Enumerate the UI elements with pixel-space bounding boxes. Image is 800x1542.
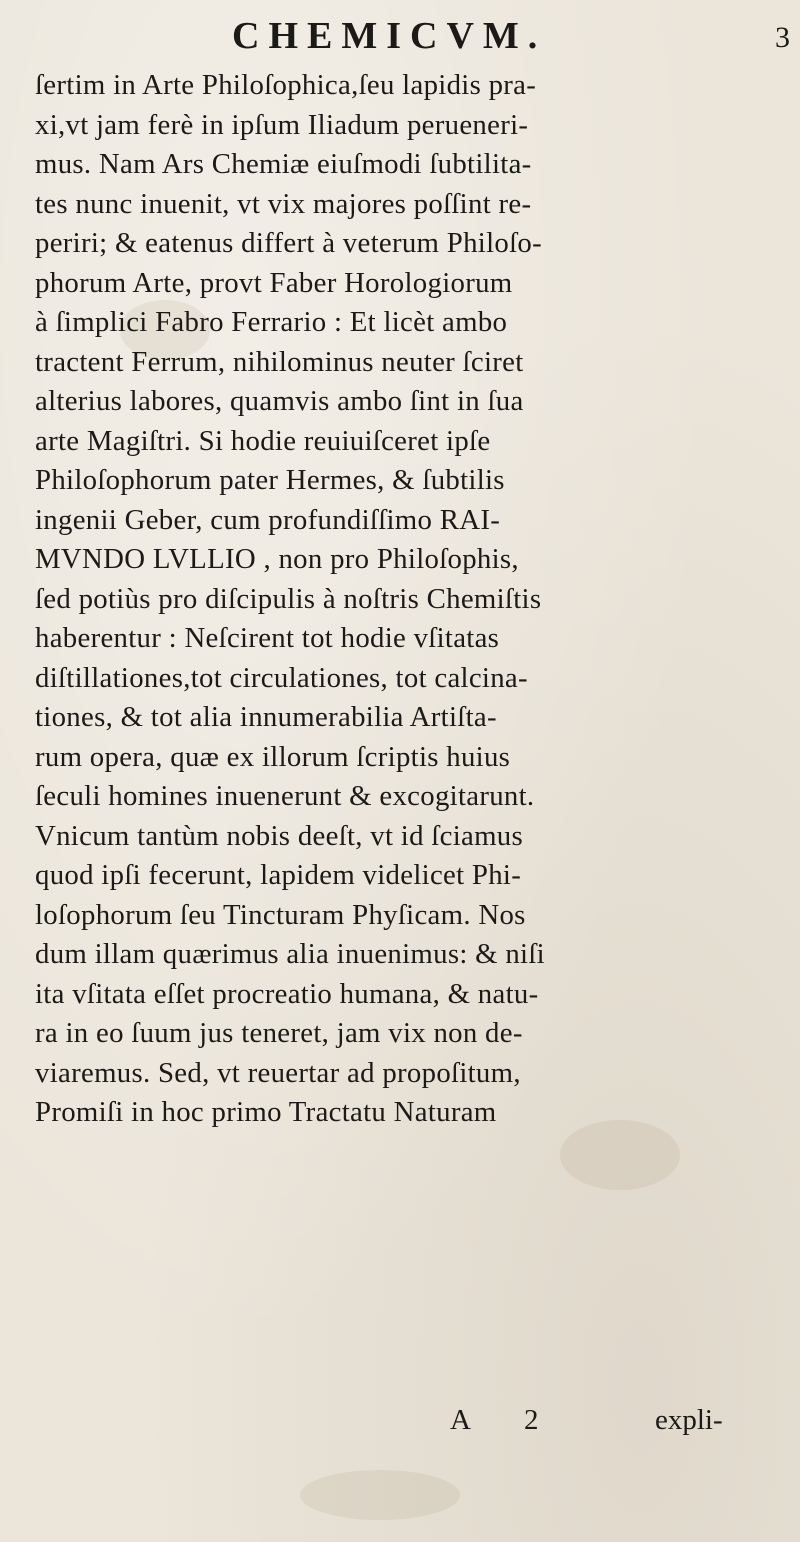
text-line: à ſimplici Fabro Ferrario : Et licèt ambo: [35, 306, 508, 338]
text-line: quod ipſi fecerunt, lapidem videlicet Phi-: [35, 859, 522, 891]
text-line: xi,vt jam ferè in ipſum Iliadum perueneri-: [35, 108, 529, 141]
signature-mark: A: [450, 1404, 471, 1436]
page-number: 3: [775, 21, 790, 54]
text-line: dum illam quærimus alia inuenimus: & niſi: [35, 938, 545, 970]
text-line: mus. Nam Ars Chemiæ eiuſmodi ſubtilita-: [35, 148, 532, 180]
text-line: rum opera, quæ ex illorum ſcriptis huius: [35, 740, 511, 773]
text-line: tractent Ferrum, nihilominus neuter ſciret: [35, 345, 524, 378]
text-line: viaremus. Sed, vt reuertar ad propoſitum,: [35, 1056, 521, 1089]
text-line: Promiſi in hoc primo Tractatu Naturam: [35, 1096, 497, 1128]
text-line: haberentur : Neſcirent tot hodie vſitatas: [35, 622, 500, 654]
text-line: periri; & eatenus differt à veterum Philoſo-: [35, 227, 542, 259]
text-line: arte Magiſtri. Si hodie reuiuiſceret ipſe: [35, 424, 491, 457]
text-line: alterius labores, quamvis ambo ſint in ſua: [35, 385, 524, 417]
text-line: diſtillationes,tot circulationes, tot calcina-: [35, 661, 528, 694]
text-line: ingenii Geber, cum profundiſſimo RAI-: [35, 503, 501, 536]
text-line: ſed potiùs pro diſcipulis à noſtris Chemiſtis: [35, 582, 542, 615]
page-footer: [0, 1400, 800, 1440]
text-line: phorum Arte, provt Faber Horologiorum: [35, 266, 513, 299]
body-text: [35, 66, 795, 1133]
text-line: tes nunc inuenit, vt vix majores poſſint re-: [35, 187, 532, 220]
text-line: ſeculi homines inuenerunt & excogitarunt.: [35, 780, 535, 812]
text-line: ra in eo ſuum jus teneret, jam vix non de-: [35, 1017, 523, 1049]
catchword: expli-: [655, 1404, 723, 1436]
text-line: Vnicum tantùm nobis deeſt, vt id ſciamus: [35, 819, 524, 852]
running-head: [0, 14, 800, 58]
signature-number: 2: [524, 1404, 539, 1436]
text-line: Philoſophorum pater Hermes, & ſubtilis: [35, 464, 505, 496]
foxing-stain: [300, 1470, 460, 1520]
text-line: tiones, & tot alia innumerabilia Artiſta-: [35, 701, 497, 733]
text-line: MVNDO LVLLIO , non pro Philoſophis,: [35, 543, 519, 575]
running-title: CHEMICVM.: [232, 15, 547, 57]
text-line: ita vſitata eſſet procreatio humana, & natu-: [35, 977, 539, 1010]
text-line: ſertim in Arte Philoſophica,ſeu lapidis pra-: [35, 69, 537, 101]
text-line: loſophorum ſeu Tincturam Phyſicam. Nos: [35, 898, 526, 931]
